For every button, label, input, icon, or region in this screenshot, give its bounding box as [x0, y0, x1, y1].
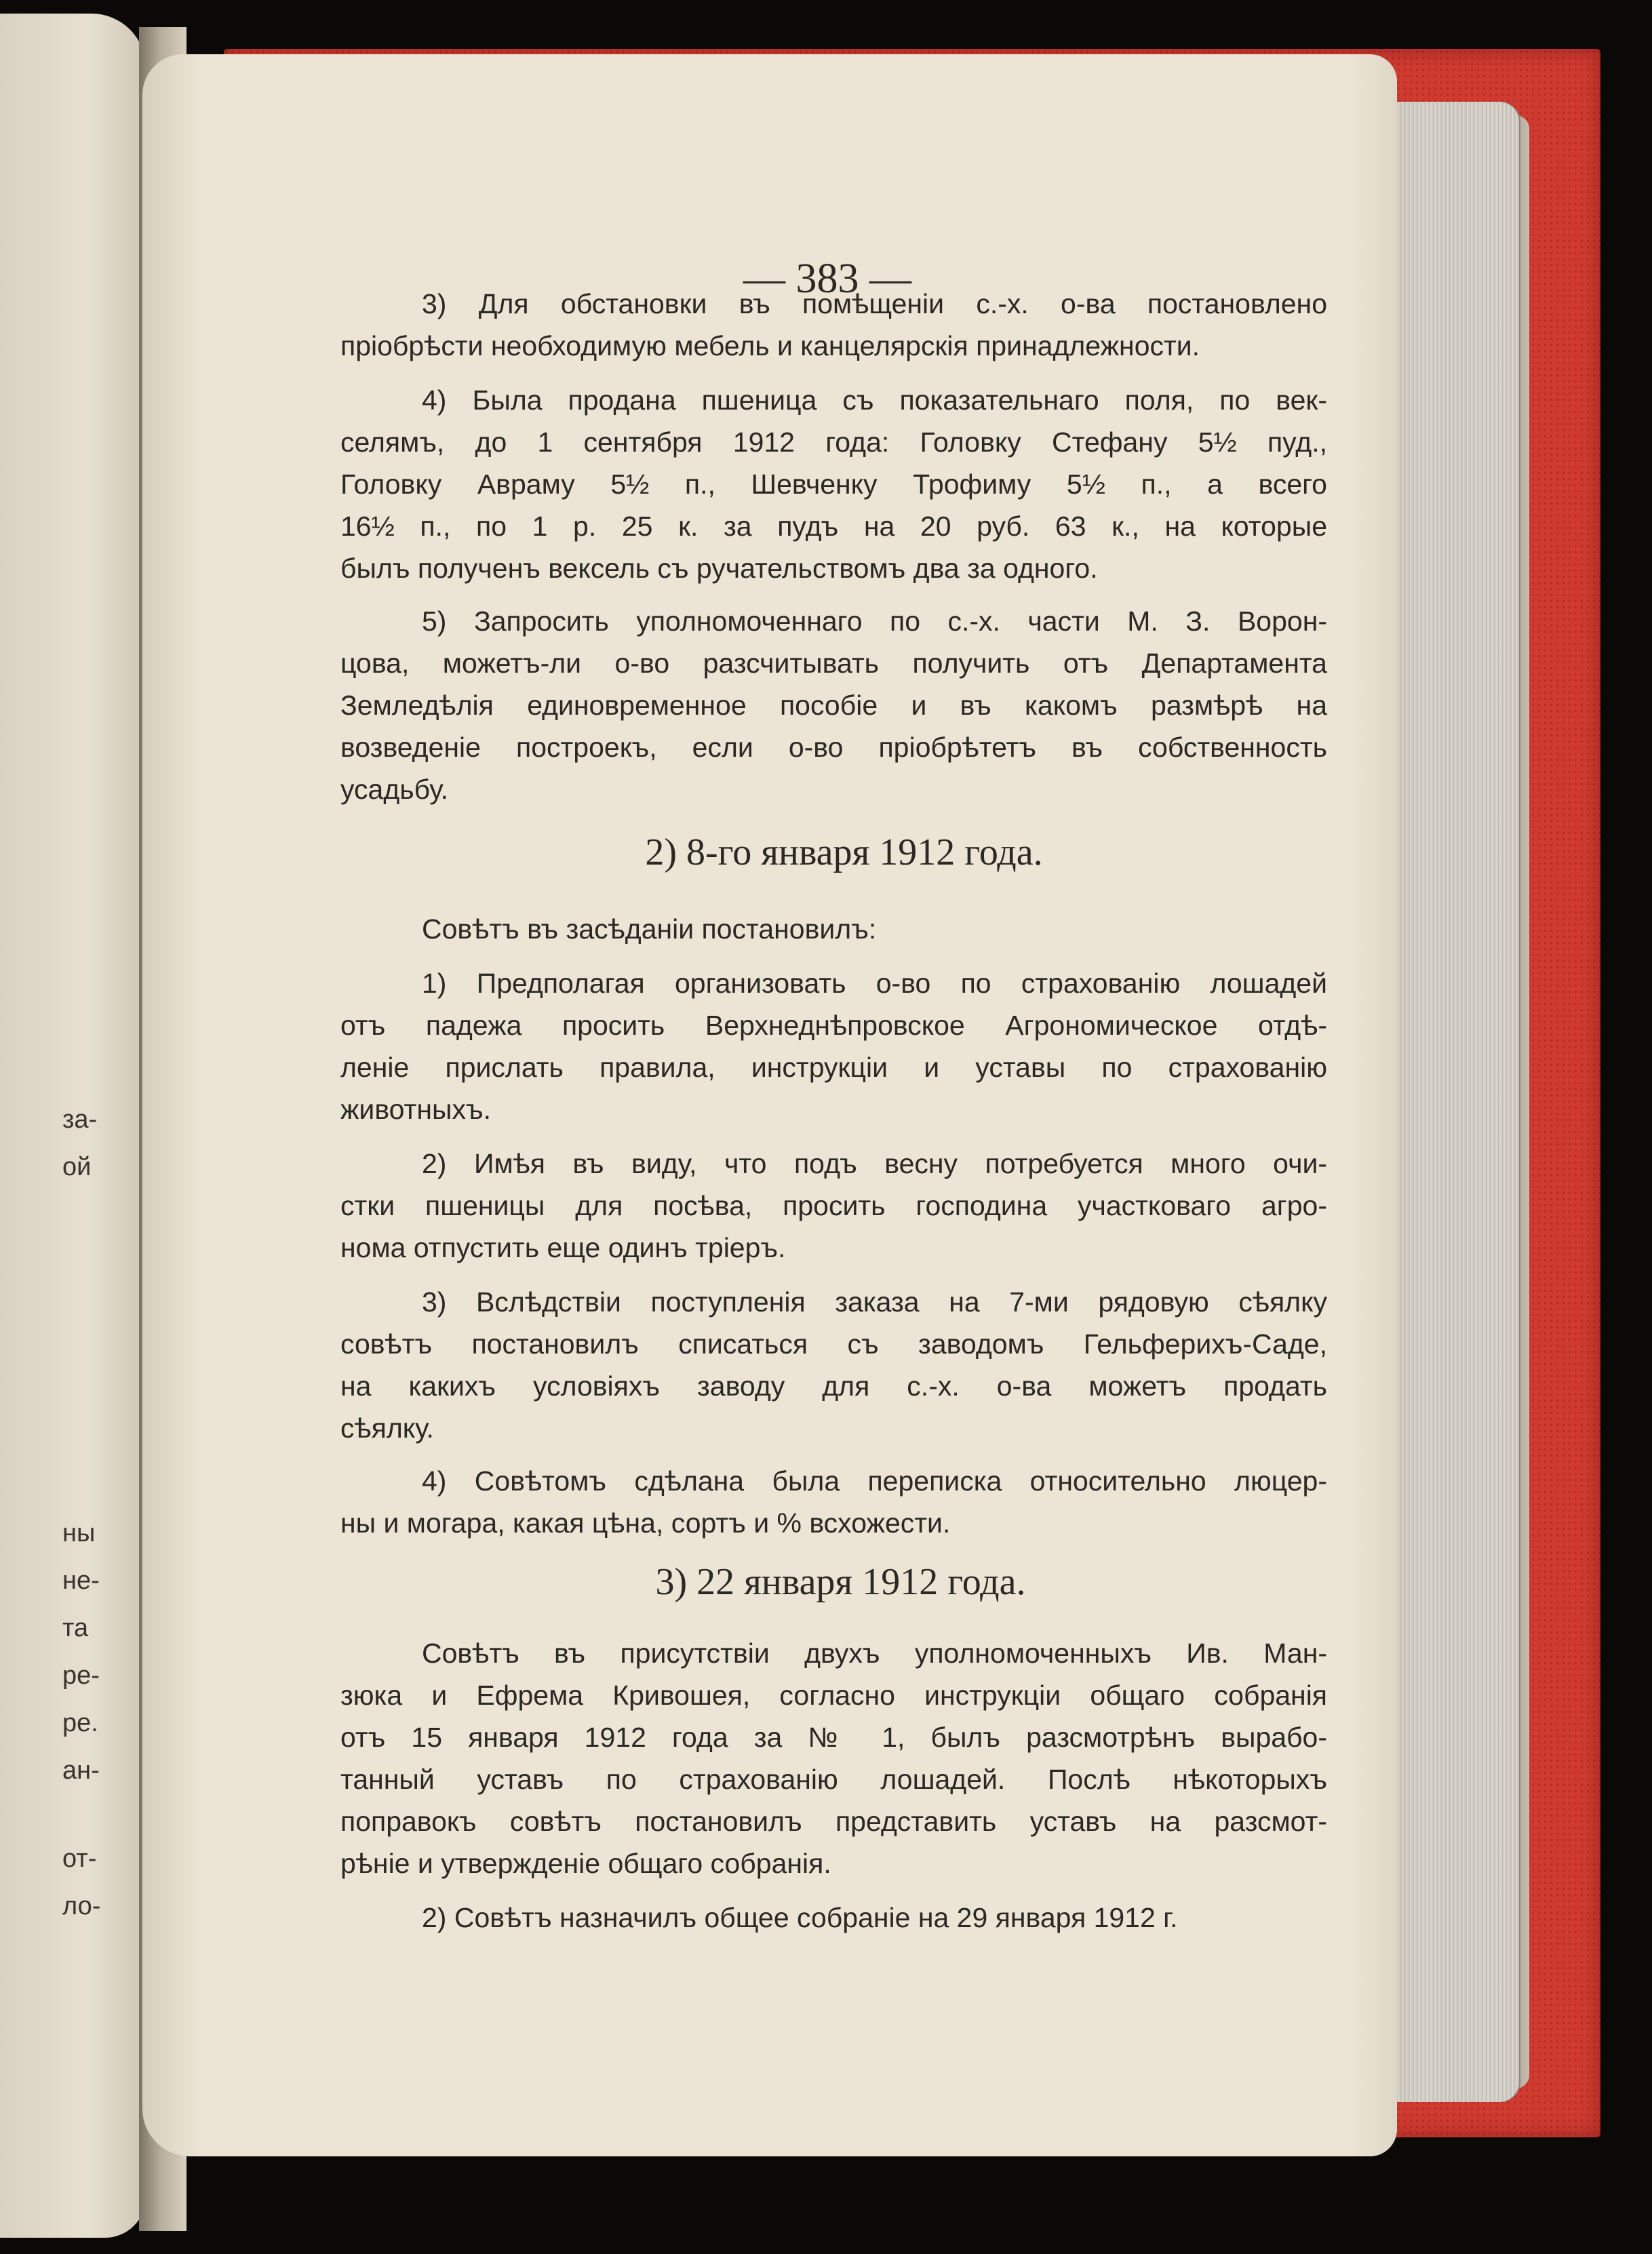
text-line: животныхъ.	[340, 1094, 491, 1125]
text-line: 3) Для обстановки въ помѣщеніи с.-х. о-ва постановлено	[422, 288, 1327, 319]
text-line: ны и могара, какая цѣна, сортъ и % всхожести.	[340, 1507, 951, 1539]
text-line: нома отпустить еще одинъ тріеръ.	[340, 1232, 786, 1263]
text-line: отъ 15 января 1912 года за № 1, былъ разсмотрѣнъ вырабо-	[340, 1722, 1327, 1753]
text-line: 16½ п., по 1 р. 25 к. за пудъ на 20 руб. 63 к., на которые	[340, 511, 1327, 542]
text-line: 4) Была продана пшеница съ показательнаго поля, по век-	[422, 384, 1327, 416]
text-line: пріобрѣсти необходимую мебель и канцелярскія принадлежности.	[340, 330, 1200, 361]
text-line: 2) Имѣя въ виду, что подъ весну потребуется много очи-	[422, 1148, 1327, 1179]
book-page	[142, 54, 1397, 2156]
left-page-fragment: от-	[62, 1844, 97, 1873]
left-page-fragment: ан-	[62, 1756, 100, 1785]
text-line: Земледѣлія единовременное пособіе и въ какомъ размѣрѣ на	[340, 690, 1327, 721]
text-line: танный уставъ по страхованію лошадей. Послѣ нѣкоторыхъ	[340, 1764, 1327, 1795]
text-line: 2) Совѣтъ назначилъ общее собраніе на 29 января 1912 г.	[422, 1902, 1178, 1933]
text-line: 1) Предполагая организовать о-во по страхованію лошадей	[422, 968, 1327, 999]
text-line: сѣялку.	[340, 1412, 434, 1444]
section-heading: 3) 22 января 1912 года.	[655, 1561, 1026, 1603]
left-page-fragment: ой	[62, 1153, 92, 1181]
left-page-fragment: ло-	[62, 1892, 101, 1920]
text-line: Головку Авраму 5½ п., Шевченку Трофиму 5½ п., а всего	[340, 469, 1327, 500]
text-line: совѣтъ постановилъ списаться съ заводомъ Гельферихъ-Саде,	[340, 1328, 1327, 1360]
left-page-fragment: ре.	[62, 1709, 98, 1737]
text-line: селямъ, до 1 сентября 1912 года: Головку Стефану 5½ пуд.,	[340, 427, 1327, 458]
page-number: — 383 —	[743, 256, 911, 302]
text-line: зюка и Ефрема Кривошея, согласно инструкціи общаго собранія	[340, 1680, 1327, 1711]
previous-page	[0, 14, 146, 2238]
text-line: поправокъ совѣтъ постановилъ представить уставъ на разсмот-	[340, 1806, 1327, 1837]
text-line: на какихъ условіяхъ заводу для с.-х. о-ва можетъ продать	[340, 1370, 1327, 1402]
text-line: цова, можетъ-ли о-во разсчитывать получить отъ Департамента	[340, 648, 1327, 679]
text-line: усадьбу.	[340, 774, 448, 805]
text-line: рѣніе и утвержденіе общаго собранія.	[340, 1848, 831, 1879]
left-page-fragment: не-	[62, 1566, 100, 1595]
text-line: 3) Вслѣдствіи поступленія заказа на 7-ми рядовую сѣялку	[422, 1286, 1327, 1318]
text-line: леніе прислать правила, инструкціи и уставы по страхованію	[340, 1052, 1327, 1083]
text-line: былъ полученъ вексель съ ручательствомъ два за одного.	[340, 553, 1098, 584]
left-page-fragment: ре-	[62, 1661, 100, 1690]
section-heading: 2) 8-го января 1912 года.	[645, 831, 1043, 873]
text-line: 4) Совѣтомъ сдѣлана была переписка относительно люцер-	[422, 1465, 1327, 1497]
left-page-fragment: ны	[62, 1519, 96, 1547]
text-line: 5) Запросить уполномоченнаго по с.-х. части М. З. Ворон-	[422, 606, 1327, 637]
text-line: возведеніе построекъ, если о-во пріобрѣтетъ въ собственность	[340, 732, 1327, 763]
text-line: Совѣтъ въ присутствіи двухъ уполномоченныхъ Ив. Ман-	[422, 1638, 1327, 1669]
left-page-fragment: та	[62, 1614, 89, 1642]
page-block-edges	[1383, 102, 1519, 2102]
left-page-fragment: за-	[62, 1105, 98, 1134]
text-line: Совѣтъ въ засѣданіи постановилъ:	[422, 913, 877, 945]
text-line: стки пшеницы для посѣва, просить господина участковаго агро-	[340, 1190, 1327, 1221]
text-line: отъ падежа просить Верхнеднѣпровское Агрономическое отдѣ-	[340, 1010, 1327, 1041]
